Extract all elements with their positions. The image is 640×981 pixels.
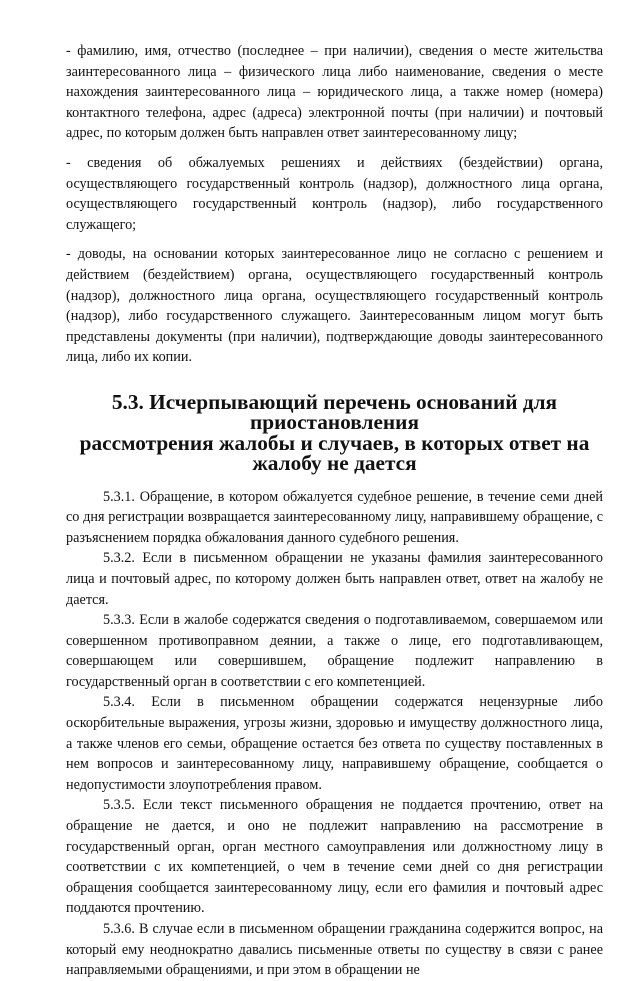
intro-paragraph-arguments: - доводы, на основании которых заинтересованное лицо не согласно с решением и действием (бездействием) органа, осуществляющего государственный контроль (надзор), должностного лица органа, осуществляющего государственный контроль (надзор), либо государственного служащего. Заинтересованным лицом могут быть представлены документы (при наличии), подтверждающие доводы заинтересованного лица, либо их копии.: [66, 246, 603, 366]
clause-5-3-2: 5.3.2. Если в письменном обращении не указаны фамилия заинтересованного лица и почтовый адрес, по которому должен быть направлен ответ, ответ на жалобу не дается.: [66, 550, 603, 608]
clause-5-3-5: 5.3.5. Если текст письменного обращения не поддается прочтению, ответ на обращение не дается, и оно не подлежит направлению на рассмотрение в государственный орган, орган местного самоуправления или должностному лицу в соответствии с их компетенцией, о чем в течение семи дней со дня регистрации обращения сообщается заинтересованному лицу, если его фамилия и почтовый адрес поддаются прочтению.: [66, 797, 603, 917]
intro-paragraph-full-name: - фамилию, имя, отчество (последнее – при наличии), сведения о месте жительства заинтересованного лица – физического лица либо наименование, сведения о месте нахождения заинтересованного лица – юридического лица, а также номер (номера) контактного телефона, адрес (адреса) электронной почты (при наличии) и почтовый адрес, по которым должен быть направлен ответ заинтересованному лицу;: [66, 43, 603, 142]
clause-5-3-4: 5.3.4. Если в письменном обращении содержатся нецензурные либо оскорбительные выражения, угрозы жизни, здоровью и имуществу должностного лица, а также членов его семьи, обращение остается без ответа по существу поставленных в нем вопросов и заинтересованному лицу, направившему обращение, сообщается о недопустимости злоупотребления правом.: [66, 694, 603, 793]
section-heading-5-3: [66, 389, 603, 476]
clause-5-3-1: 5.3.1. Обращение, в котором обжалуется судебное решение, в течение семи дней со дня регистрации возвращается заинтересованному лицу, направившему обращение, с разъяснением порядка обжалования данного судебного решения.: [66, 488, 603, 546]
clause-5-3-3: 5.3.3. Если в жалобе содержатся сведения о подготавливаемом, совершаемом или совершенном противоправном деянии, а также о лице, его подготавливающем, совершающем или совершившем, обращение подлежит направлению в государственный орган в соответствии с его компетенцией.: [66, 612, 603, 690]
section-heading-line-2: рассмотрения жалобы и случаев, в которых ответ на жалобу не дается: [79, 430, 590, 476]
clause-5-3-6: 5.3.6. В случае если в письменном обращении гражданина содержится вопрос, на который ему неоднократно давались письменные ответы по существу в связи с ранее направляемыми обращениями, и при этом в обращении не: [66, 921, 603, 979]
section-heading-line-1: 5.3. Исчерпывающий перечень оснований для приостановления: [111, 389, 558, 435]
document-body: [66, 41, 603, 981]
intro-paragraph-contested-decisions: - сведения об обжалуемых решениях и действиях (бездействии) органа, осуществляющего государственный контроль (надзор), должностного лица органа, осуществляющего государственный контроль (надзор), либо государственного служащего;: [66, 154, 603, 233]
